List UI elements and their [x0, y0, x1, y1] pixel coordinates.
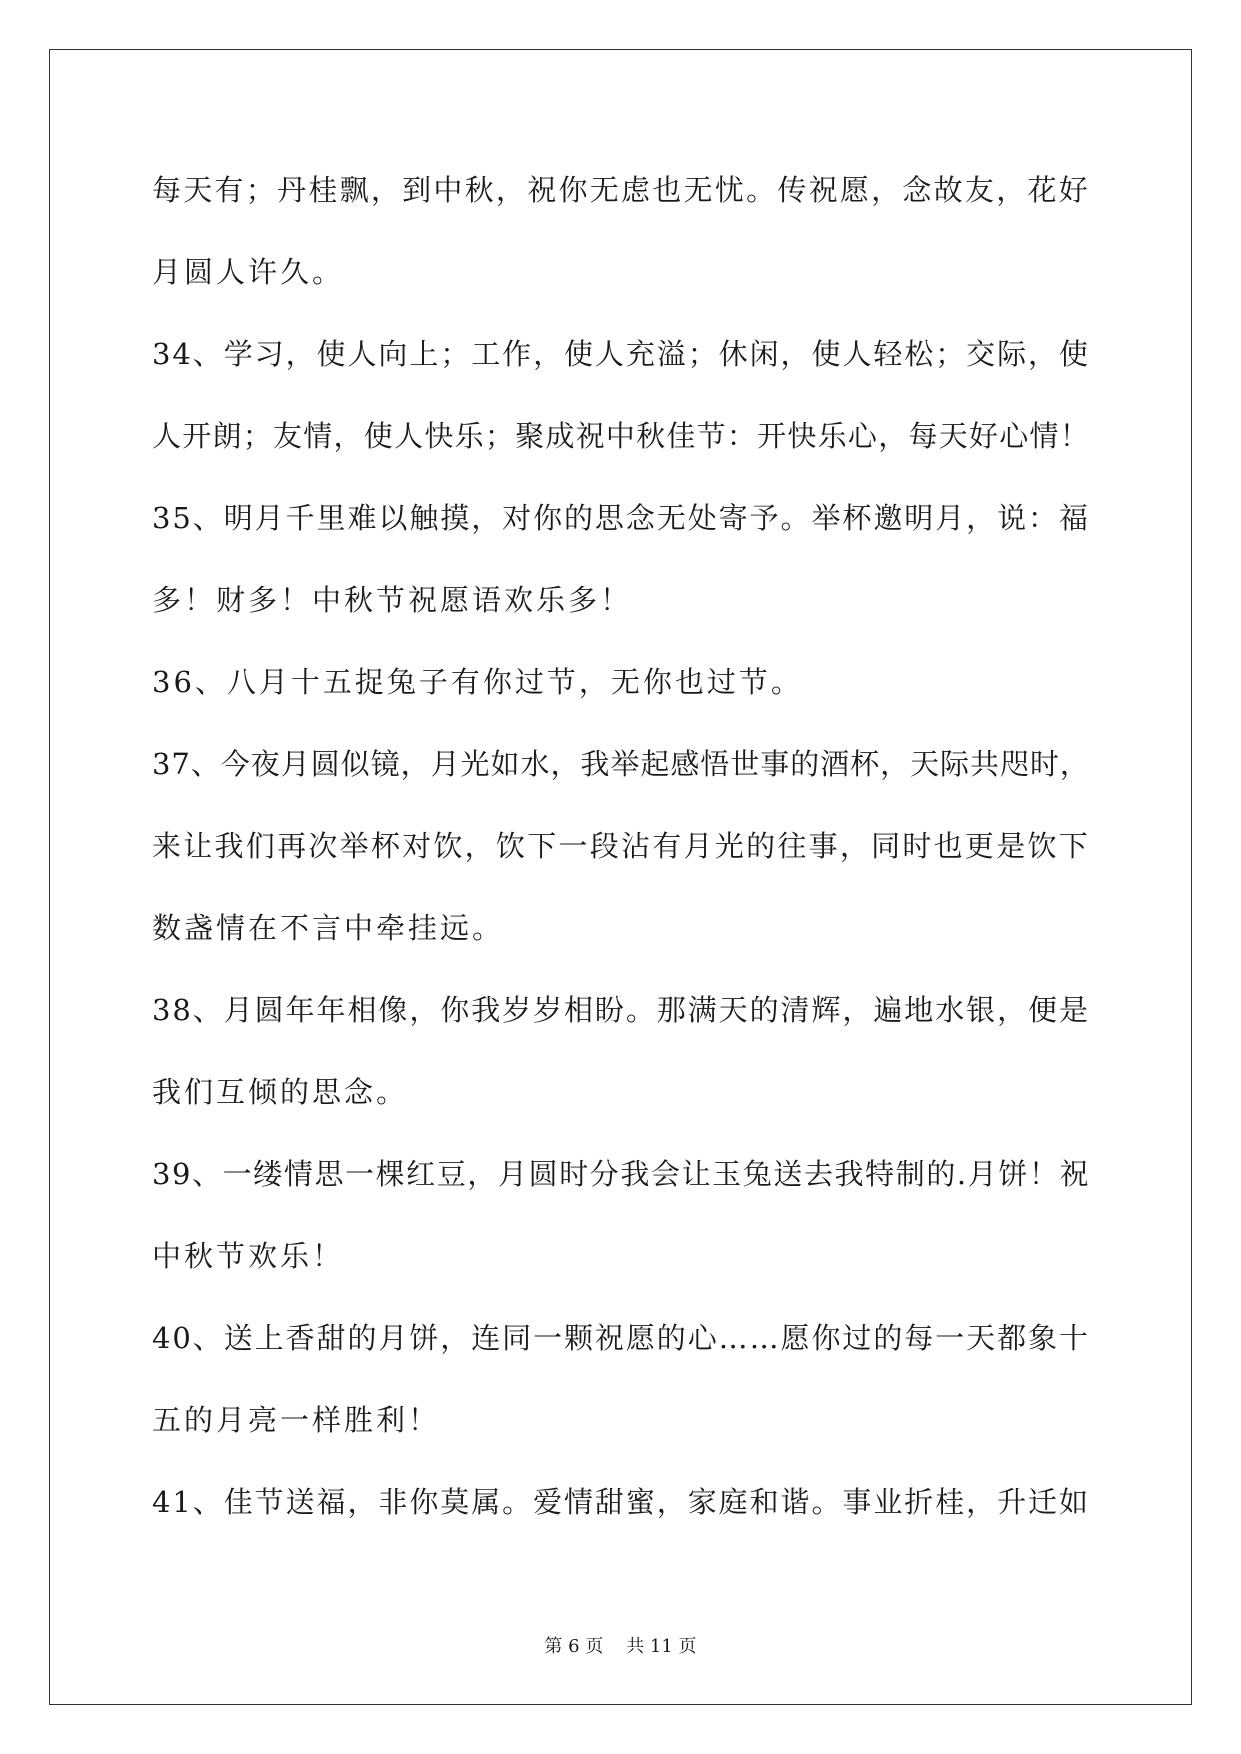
text-line: 36、八月十五捉兔子有你过节，无你也过节。	[152, 665, 803, 699]
text-line: 月圆人许久。	[152, 255, 345, 289]
page-footer	[0, 1632, 1241, 1658]
text-line: 35、明月千里难以触摸，对你的思念无处寄予。举杯邀明月，说：福	[152, 501, 1090, 535]
text-line: 40、送上香甜的月饼，连同一颗祝愿的心……愿你过的每一天都象十	[152, 1321, 1090, 1355]
text-line: 来让我们再次举杯对饮，饮下一段沾有月光的往事，同时也更是饮下	[152, 829, 1091, 863]
text-line: 41、佳节送福，非你莫属。爱情甜蜜，家庭和谐。事业折桂，升迁如	[152, 1485, 1090, 1519]
text-line: 34、学习，使人向上；工作，使人充溢；休闲，使人轻松；交际，使	[152, 337, 1090, 371]
text-line: 38、月圆年年相像，你我岁岁相盼。那满天的清辉，遍地水银，便是	[152, 993, 1090, 1027]
text-line: 中秋节欢乐！	[152, 1239, 345, 1273]
text-line: 我们互倾的思念。	[152, 1075, 409, 1109]
page-border	[49, 49, 1192, 1705]
page-number-label: 第 6 页 共 11 页	[544, 1636, 697, 1657]
text-line: 人开朗；友情，使人快乐；聚成祝中秋佳节：开快乐心，每天好心情！	[152, 419, 1091, 453]
text-line: 39、一缕情思一棵红豆，月圆时分我会让玉兔送去我特制的.月饼！祝	[152, 1157, 1091, 1191]
text-line: 每天有；丹桂飘，到中秋，祝你无虑也无忧。传祝愿，念故友，花好	[152, 173, 1091, 207]
text-line: 五的月亮一样胜利！	[152, 1403, 441, 1437]
text-line: 多！财多！中秋节祝愿语欢乐多！	[152, 583, 633, 617]
text-line: 数盏情在不言中牵挂远。	[152, 911, 505, 945]
text-line: 37、今夜月圆似镜，月光如水，我举起感悟世事的酒杯，天际共咫时，	[152, 747, 1090, 781]
